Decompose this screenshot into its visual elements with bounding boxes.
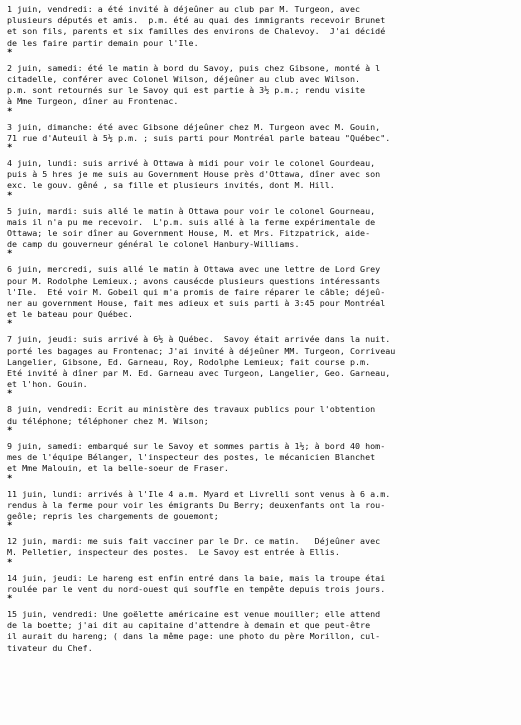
entry-text-line: 11 juin, lundi: arrivés à l'Ile 4 a.m. Myard et Livrelli sont venus à 6 a.m. [7,488,391,499]
journal-entry [7,441,517,483]
entry-separator: * [7,425,13,436]
entry-text-line: Langelier, Gibsone, Ed. Garneau, Roy, Rodolphe Lemieux; fait course p.m. [7,356,371,367]
entry-text-line: de la boette; j'ai dit au capitaine d'attendre à demain et que peut-être [7,620,371,631]
entry-text-line: 5 juin, mardi: suis allé le matin à Ottawa pour voir le colonel Gourneau, [7,205,376,216]
entry-separator: * [7,557,13,568]
journal-entry [7,158,517,200]
entry-text-line: et le bateau pour Québec. [7,309,134,320]
entry-text-line: 15 juin, vendredi: Une goëlette américaine est venue mouiller; elle attend [7,608,381,619]
entry-text-line: 7 juin, jeudi: suis arrivé à 6½ à Québec. Savoy était arrivée dans la nuit. [7,334,391,345]
entry-text-line: citadelle, conférer avec Colonel Wilson, déjeûner au club avec Wilson. [7,74,361,85]
entry-text-line: roulée par le vent du nord-ouest qui souffle en tempête depuis trois jours. [7,583,386,594]
entry-text-line: p.m. sont retournés sur le Savoy qui est partie à 3½ p.m.; rendu visite [7,85,366,96]
entry-separator: * [7,389,13,400]
entry-text-line: Ottawa; le soir dîner au Government House, M. et Mrs. Fitzpatrick, aide- [7,228,371,239]
journal-entry [7,122,517,152]
entry-text-line: l'Ile. Eté voir M. Gobeil qui m'a promis de faire réparer le câble; déjeû- [7,286,386,297]
entry-separator: * [7,593,13,604]
journal-entries [7,4,517,660]
journal-entry [7,206,517,259]
entry-text-line: à Mme Turgeon, dîner au Frontenac. [7,96,179,107]
entry-text-line: 12 juin, mardi: me suis fait vacciner par le Dr. ce matin. Déjeûner avec [7,536,381,547]
entry-text-line: ner au government House, fait mes adieux et suis parti à 3:45 pour Montréal [7,298,386,309]
entry-text-line: exc. le gouv. gêné , sa fille et plusieurs invités, dont M. Hill. [7,180,335,191]
entry-text-line: 1 juin, vendredi: a été invité à déjeûner au club par M. Turgeon, avec [7,4,361,14]
entry-text-line: 4 juin, lundi: suis arrivé à Ottawa à midi pour voir le colonel Gourdeau, [7,158,376,169]
entry-text-line: 8 juin, vendredi: Ecrit au ministère des travaux publics pour l'obtention [7,404,376,415]
journal-entry [7,489,517,531]
entry-text-line: du téléphone; téléphoner chez M. Wilson; [7,415,209,426]
entry-text-line: porté les bagages au Frontenac; J'ai invité à déjeûner MM. Turgeon, Corriveau [7,345,396,356]
entry-separator: * [7,249,13,260]
entry-text-line: mais il n'a pu me recevoir. L'p.m. suis allé à la ferme expérimentale de [7,216,376,227]
entry-text-line: et son fils, parents et six familles des environs de Chalevoy. J'ai décidé [7,26,386,37]
entry-text-line: et Mme Malouin, et la belle-soeur de Fraser. [7,463,229,474]
entry-separator: * [7,473,13,484]
entry-text-line: geôle; repris les chargements de gouemont; [7,510,219,521]
journal-entry [7,573,517,603]
entry-text-line: 6 juin, mercredi, suis allé le matin à Ottawa avec une lettre de Lord Grey [7,264,381,275]
entry-separator: * [7,106,13,117]
journal-entry [7,536,517,566]
entry-text-line: de les faire partir demain pour l'Ile. [7,37,199,48]
entry-text-line: et l'hon. Gouin. [7,379,88,390]
entry-text-line: Eté invité à dîner par M. Ed. Garneau avec Turgeon, Langelier, Geo. Garneau, [7,368,391,379]
entry-separator: * [7,319,13,330]
entry-text-line: M. Pelletier, inspecteur des postes. Le Savoy est entrée à Ellis. [7,547,340,558]
entry-text-line: de camp du gouverneur général le colonel Hanbury-Williams. [7,239,300,250]
entry-separator: * [7,521,13,532]
entry-separator: * [7,47,13,58]
journal-entry [7,63,517,116]
journal-entry [7,264,517,328]
entry-text-line: 14 juin, jeudi: Le hareng est enfin entré dans la baie, mais la troupe étai [7,572,386,583]
entry-text-line: 3 juin, dimanche: été avec Gibsone déjeûner chez M. Turgeon avec M. Gouin, [7,121,381,132]
entry-text-line: 71 rue d'Auteuil à 5½ p.m. ; suis parti pour Montréal parle bateau "Québec". [7,132,391,143]
journal-entry [7,609,517,654]
entry-text-line: 9 juin, samedi: embarqué sur le Savoy et sommes partis à 1½; à bord 40 hom- [7,440,386,451]
journal-entry [7,334,517,398]
entry-text-line: pour M. Rodolphe Lemieux.; avons causécde plusieurs questions intéressants [7,275,381,286]
entry-text-line: rendus à la ferme pour voir les émigrants Du Berry; deuxenfants ont la rou- [7,499,386,510]
entry-separator: * [7,143,13,154]
entry-text-line: tivateur du Chef. [7,642,93,653]
journal-entry [7,404,517,434]
entry-text-line: il aurait du hareng; ( dans la même page: une photo du père Morillon, cul- [7,631,381,642]
entry-separator: * [7,190,13,201]
journal-entry [7,4,517,57]
entry-text-line: mes de l'équipe Bélanger, l'inspecteur des postes, le mécanicien Blanchet [7,452,376,463]
entry-text-line: plusieurs députés et amis. p.m. été au quai des immigrants recevoir Brunet [7,15,386,26]
entry-text-line: 2 juin, samedi: été le matin à bord du Savoy, puis chez Gibsone, monté à l [7,62,381,73]
entry-text-line: puis à 5 hres je me suis au Government House près d'Ottawa, dîner avec son [7,169,381,180]
